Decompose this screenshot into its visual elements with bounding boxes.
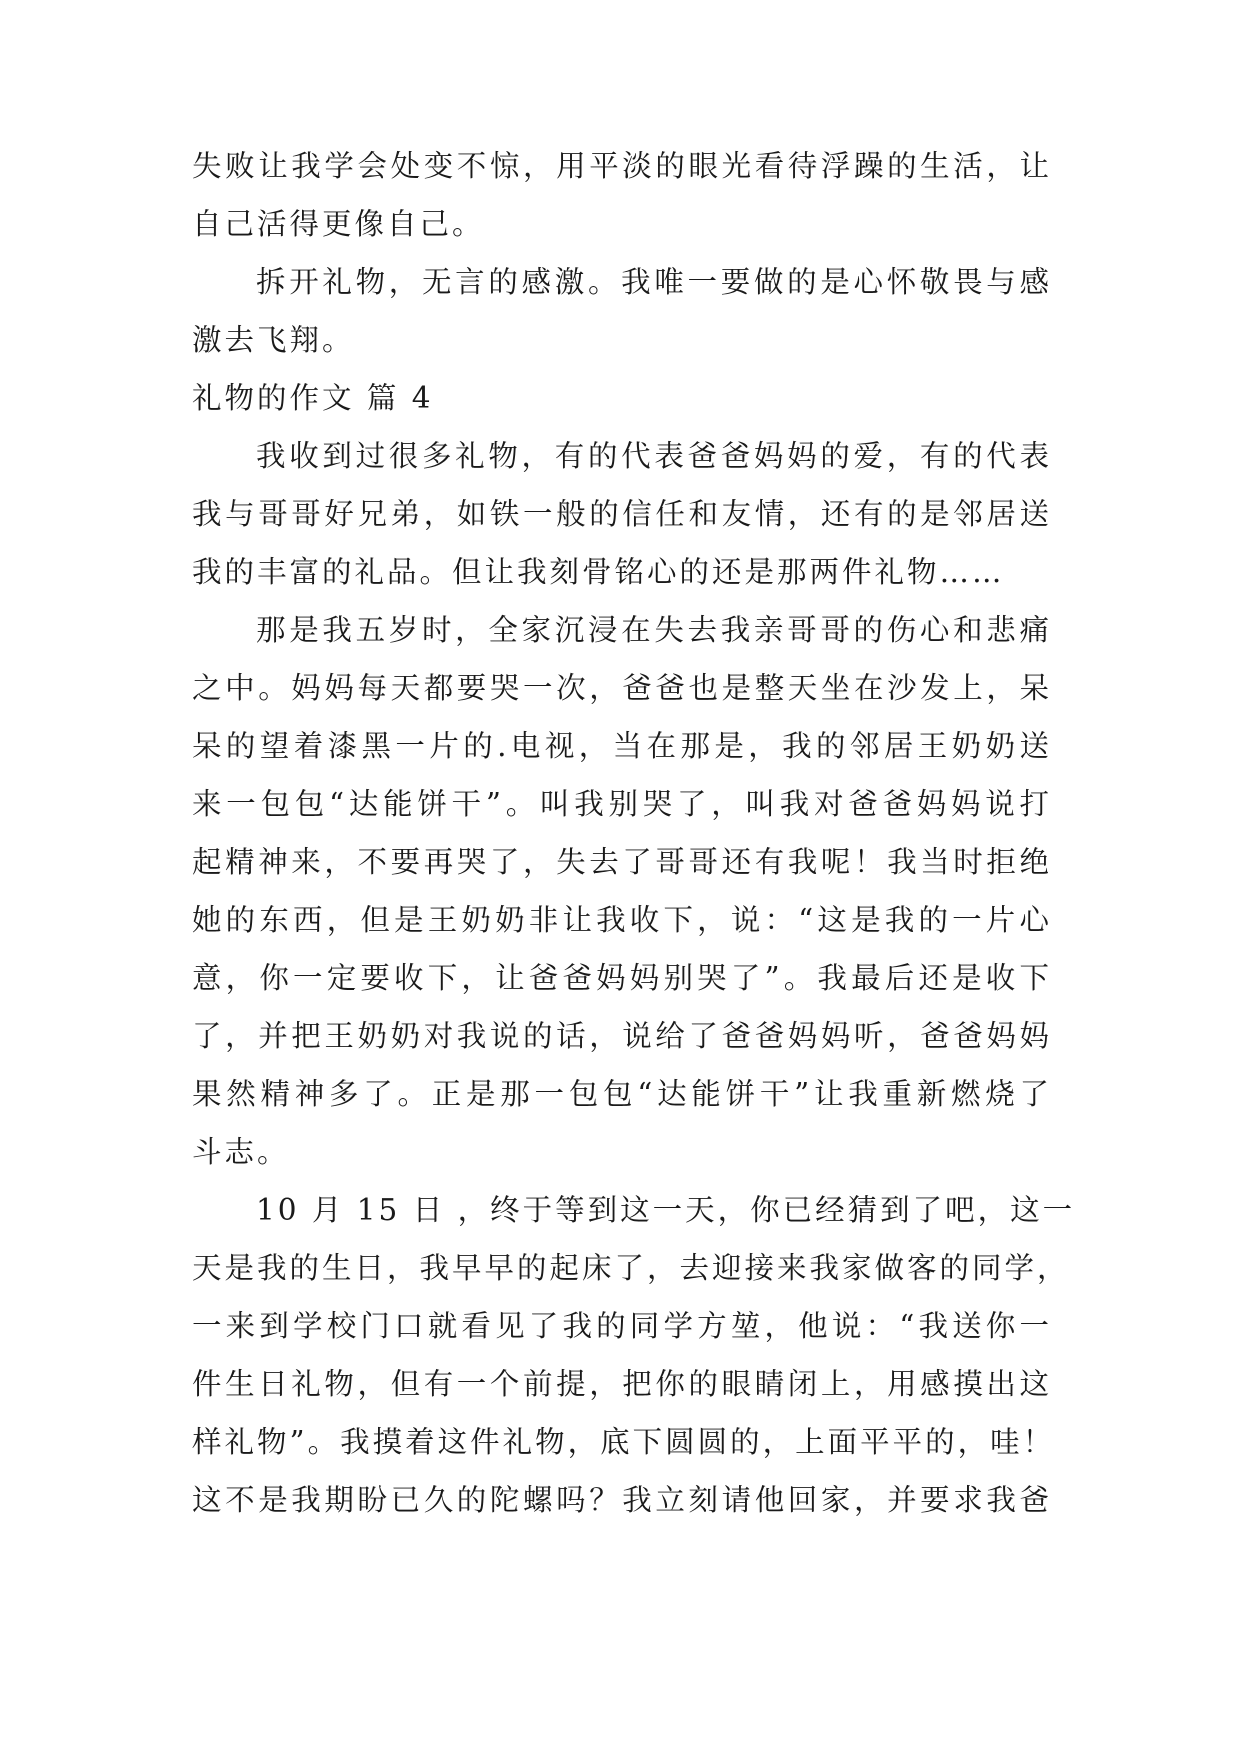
paragraph-line: 10 月 15 日 ，终于等到这一天，你已经猜到了吧，这一 <box>256 1193 1076 1227</box>
paragraph-line: 样礼物”。我摸着这件礼物，底下圆圆的，上面平平的，哇！ <box>192 1425 1056 1459</box>
paragraph-line: 之中。妈妈每天都要哭一次，爸爸也是整天坐在沙发上，呆 <box>192 671 1052 705</box>
paragraph-line: 一来到学校门口就看见了我的同学方堃，他说：“我送你一 <box>192 1309 1052 1343</box>
paragraph-line: 意，你一定要收下，让爸爸妈妈别哭了”。我最后还是收下 <box>192 961 1052 995</box>
paragraph-line: 件生日礼物，但有一个前提，把你的眼睛闭上，用感摸出这 <box>192 1367 1052 1401</box>
paragraph-line: 我与哥哥好兄弟，如铁一般的信任和友情，还有的是邻居送 <box>192 497 1052 531</box>
document-body <box>192 137 1076 1529</box>
paragraph-line: 她的东西，但是王奶奶非让我收下，说：“这是我的一片心 <box>192 903 1052 937</box>
paragraph-line: 这不是我期盼已久的陀螺吗？我立刻请他回家，并要求我爸 <box>192 1483 1052 1517</box>
paragraph-line: 天是我的生日，我早早的起床了，去迎接来我家做客的同学， <box>192 1251 1070 1285</box>
section-heading: 礼物的作文 篇 4 <box>192 381 434 415</box>
paragraph-line: 了，并把王奶奶对我说的话，说给了爸爸妈妈听，爸爸妈妈 <box>192 1019 1052 1053</box>
paragraph-line: 果然精神多了。正是那一包包“达能饼干”让我重新燃烧了 <box>192 1077 1052 1111</box>
paragraph-line: 激去飞翔。 <box>192 323 355 357</box>
paragraph-line: 失败让我学会处变不惊，用平淡的眼光看待浮躁的生活，让 <box>192 149 1052 183</box>
paragraph-line: 斗志。 <box>192 1135 290 1169</box>
paragraph-line: 来一包包“达能饼干”。叫我别哭了，叫我对爸爸妈妈说打 <box>192 787 1052 821</box>
paragraph-line: 我的丰富的礼品。但让我刻骨铭心的还是那两件礼物…… <box>192 555 1005 589</box>
paragraph-line: 起精神来，不要再哭了，失去了哥哥还有我呢！我当时拒绝 <box>192 845 1052 879</box>
paragraph-line: 呆的望着漆黑一片的.电视，当在那是，我的邻居王奶奶送 <box>192 729 1052 763</box>
paragraph-line: 那是我五岁时，全家沉浸在失去我亲哥哥的伤心和悲痛 <box>256 613 1052 647</box>
paragraph-line: 我收到过很多礼物，有的代表爸爸妈妈的爱，有的代表 <box>256 439 1052 473</box>
paragraph-line: 拆开礼物，无言的感激。我唯一要做的是心怀敬畏与感 <box>256 265 1052 299</box>
paragraph-line: 自己活得更像自己。 <box>192 207 485 241</box>
